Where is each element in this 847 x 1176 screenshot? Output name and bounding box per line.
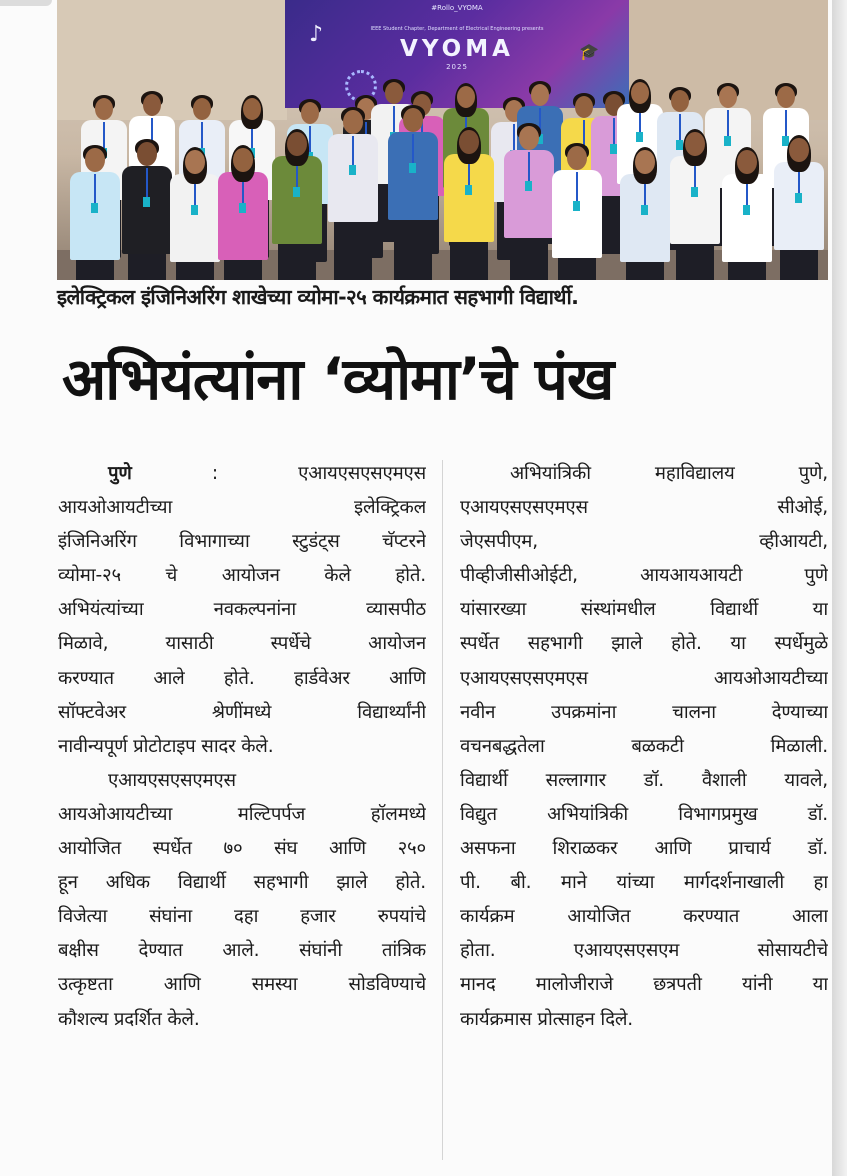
- id-badge: [795, 193, 802, 203]
- lanyard: [613, 118, 615, 146]
- banner-year: 2025: [446, 63, 468, 71]
- article-line: कार्यक्रमास प्रोत्साहन दिले.: [460, 1008, 633, 1030]
- lanyard: [146, 168, 148, 199]
- article-line: एआयएसएसएमएस आयओआयटीच्या: [460, 667, 828, 689]
- legs: [128, 252, 165, 280]
- article-line: आयओआयटीच्या मल्टिपर्पज हॉलमध्ये: [58, 803, 426, 825]
- id-badge: [724, 136, 731, 146]
- legs: [780, 248, 817, 280]
- lanyard: [94, 174, 96, 205]
- article-line: आयओआयटीच्या इलेक्ट्रिकल: [58, 497, 426, 519]
- lanyard: [513, 124, 515, 152]
- lanyard: [412, 134, 414, 165]
- article-line: आयोजित स्पर्धेत ७० संघ आणि २५०: [58, 838, 426, 860]
- article-line: कौशल्य प्रदर्शित केले.: [58, 1008, 200, 1030]
- head: [185, 150, 205, 174]
- head: [567, 146, 587, 170]
- photo-caption: इलेक्ट्रिकल इंजिनिअरिंग शाखेच्या व्योमा-२५ कार्यक्रमात सहभागी विद्यार्थी.: [57, 285, 579, 309]
- legs: [76, 258, 113, 280]
- head: [737, 150, 757, 174]
- article-line: एआयएसएसएमएस: [108, 769, 236, 791]
- lanyard: [201, 122, 203, 150]
- head: [719, 86, 737, 108]
- id-badge: [191, 205, 198, 215]
- head: [403, 108, 423, 132]
- head: [85, 148, 105, 172]
- article-line: नवीन उपक्रमांना चालना देण्याच्या: [460, 701, 828, 723]
- head: [193, 98, 211, 120]
- legs: [278, 242, 315, 280]
- head: [635, 150, 655, 174]
- banner-sub-text: IEEE Student Chapter, Department of Electrical Engineering presents: [370, 26, 544, 32]
- head: [631, 82, 649, 104]
- article-line: इंजिनिअरिंग विभागाच्या स्टुडंट्स चॅप्टरने: [58, 531, 426, 553]
- article-line: व्योमा-२५ चे आयोजन केले होते.: [58, 565, 426, 587]
- lanyard: [103, 122, 105, 150]
- legs: [224, 258, 261, 280]
- head: [459, 130, 479, 154]
- article-line: अभियंत्यांच्या नवकल्पनांना व्यासपीठ: [58, 599, 426, 621]
- article-line: यांसारख्या संस्थांमधील विद्यार्थी या: [460, 599, 828, 621]
- head: [95, 98, 113, 120]
- article-line: पी. बी. माने यांच्या मार्गदर्शनाखाली हा: [460, 872, 828, 894]
- legs: [676, 242, 713, 280]
- article-line: स्पर्धेत सहभागी झाले होते. या स्पर्धेमुळे: [460, 633, 828, 655]
- article-line: जेएसपीएम, व्हीआयटी,: [460, 531, 828, 553]
- id-badge: [409, 163, 416, 173]
- article-line: [58, 457, 426, 491]
- lanyard: [679, 114, 681, 142]
- head: [301, 102, 319, 124]
- article-line: होता. एआयएसएसएम सोसायटीचे: [460, 940, 828, 962]
- legs: [510, 236, 547, 280]
- dateline: पुणे: [108, 463, 132, 484]
- id-badge: [293, 187, 300, 197]
- head: [519, 126, 539, 150]
- id-badge: [525, 181, 532, 191]
- head: [789, 138, 809, 162]
- head: [777, 86, 795, 108]
- page-edge: [832, 0, 847, 1176]
- legs: [334, 220, 371, 280]
- article-column-left: [58, 457, 426, 1037]
- head: [531, 84, 549, 106]
- article-line: पीव्हीजीसीओईटी, आयआयआयटी पुणे: [460, 565, 828, 587]
- article-line: विद्युत अभियांत्रिकी विभागप्रमुख डॉ.: [460, 803, 828, 825]
- article-line: हून अधिक विद्यार्थी सहभागी झाले होते.: [58, 872, 426, 894]
- headline: अभियंत्यांना ‘व्योमा’चे पंख: [62, 345, 614, 413]
- article-line: उत्कृष्टता आणि समस्या सोडविण्याचे: [58, 974, 426, 996]
- id-badge: [641, 205, 648, 215]
- legs: [558, 256, 595, 280]
- tab-edge: [0, 0, 52, 6]
- id-badge: [239, 203, 246, 213]
- article-line: करण्यात आले होते. हार्डवेअर आणि: [58, 667, 426, 689]
- head: [385, 82, 403, 104]
- article-column-right: [460, 457, 828, 1037]
- legs: [626, 260, 663, 280]
- id-badge: [743, 205, 750, 215]
- legs: [450, 240, 487, 280]
- article-line: मानद मालोजीराजे छत्रपती यांनी या: [460, 974, 828, 996]
- article-line: मिळावे, यासाठी स्पर्धेचे आयोजन: [58, 633, 426, 655]
- id-badge: [573, 201, 580, 211]
- legs: [176, 260, 213, 280]
- article-line: कार्यक्रम आयोजित करण्यात आला: [460, 906, 828, 928]
- id-badge: [143, 197, 150, 207]
- banner-top-text: #Rollo_VYOMA: [431, 4, 483, 12]
- lanyard: [576, 172, 578, 203]
- article-line: नावीन्यपूर्ण प्रोटोटाइप सादर केले.: [58, 735, 274, 757]
- lanyard: [393, 106, 395, 134]
- banner-title: VYOMA: [400, 36, 514, 62]
- column-divider: [442, 460, 443, 1160]
- legs: [394, 218, 431, 280]
- article-line: बक्षीस देण्यात आले. संघांनी तांत्रिक: [58, 940, 426, 962]
- id-badge: [636, 132, 643, 142]
- head: [233, 148, 253, 172]
- id-badge: [465, 185, 472, 195]
- head: [457, 86, 475, 108]
- article-line-text: : एआयएसएसएमएस: [131, 463, 426, 484]
- lanyard: [352, 136, 354, 167]
- music-note-icon: ♪: [309, 22, 324, 47]
- head: [343, 110, 363, 134]
- id-badge: [610, 144, 617, 154]
- lanyard: [785, 110, 787, 138]
- article-line: असफना शिराळकर आणि प्राचार्य डॉ.: [460, 838, 828, 860]
- head: [685, 132, 705, 156]
- article-line: विद्यार्थी सल्लागार डॉ. वैशाली यावले,: [460, 769, 828, 791]
- legs: [728, 260, 765, 280]
- article-line: वचनबद्धतेला बळकटी मिळाली.: [460, 735, 828, 757]
- lanyard: [528, 152, 530, 183]
- lanyard: [309, 126, 311, 154]
- head: [143, 94, 161, 116]
- group-photo: [57, 0, 828, 280]
- head: [287, 132, 307, 156]
- id-badge: [349, 165, 356, 175]
- article-line: अभियांत्रिकी महाविद्यालय पुणे,: [510, 463, 828, 484]
- article-line: एआयएसएसएमएस सीओई,: [460, 497, 828, 519]
- head: [671, 90, 689, 112]
- id-badge: [691, 187, 698, 197]
- graduation-cap-icon: 🎓: [579, 42, 599, 61]
- head: [243, 98, 261, 120]
- lanyard: [727, 110, 729, 138]
- article-line: सॉफ्टवेअर श्रेणींमध्ये विद्यार्थ्यांनी: [58, 701, 426, 723]
- head: [137, 142, 157, 166]
- id-badge: [91, 203, 98, 213]
- head: [575, 96, 593, 118]
- article-line: विजेत्या संघांना दहा हजार रुपयांचे: [58, 906, 426, 928]
- id-badge: [676, 140, 683, 150]
